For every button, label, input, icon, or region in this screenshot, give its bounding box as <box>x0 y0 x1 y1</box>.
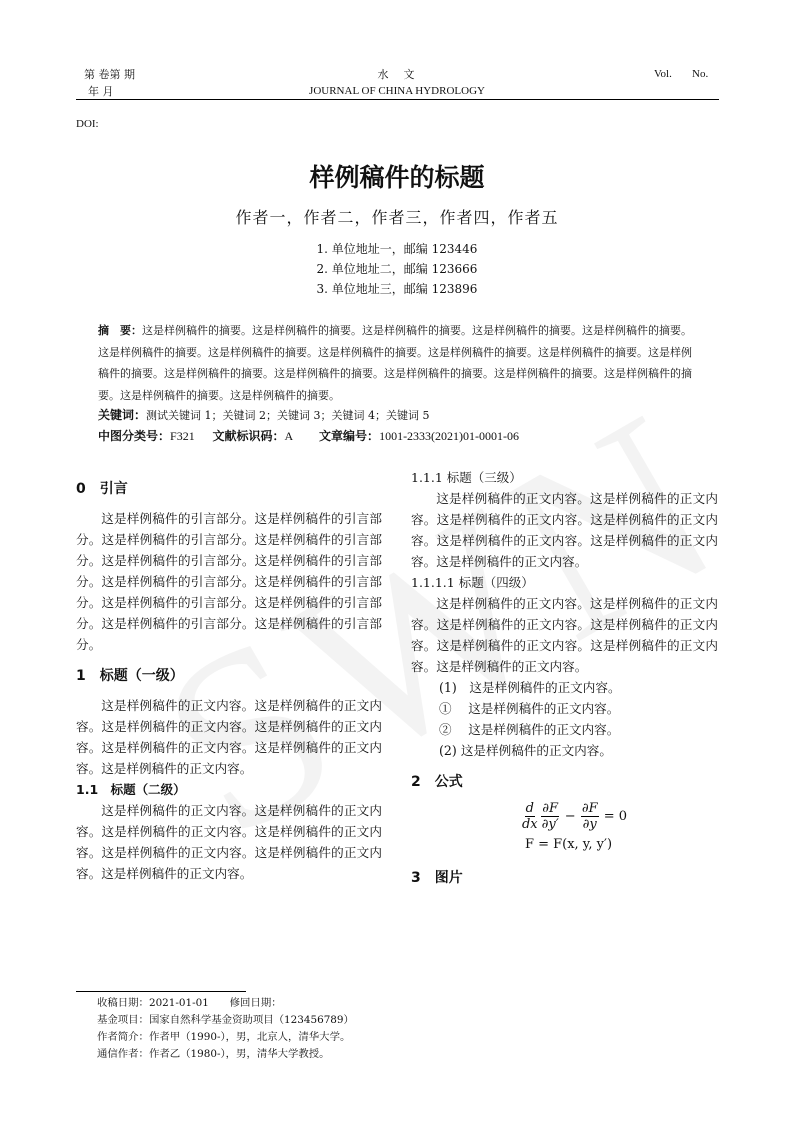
list-item: (2) 这是样例稿件的正文内容。 <box>439 743 612 758</box>
keywords <box>98 405 718 426</box>
classification-line <box>98 426 718 446</box>
keywords-text: 测试关键词 1；关键词 2；关键词 3；关键词 4；关键词 5 <box>146 409 430 422</box>
affiliation-1: 1. 单位地址一，邮编 123446 <box>316 242 478 256</box>
header-year-month: 年 月 <box>88 85 114 98</box>
section-1-1-1-text: 这是样例稿件的正文内容。这是样例稿件的正文内容。这是样例稿件的正文内容。这是样例稿件的正文内容。这是样例稿件的正文内容。这是样例稿件的正文内容。这是样例稿件的正文内容。 <box>411 491 718 569</box>
author-list: 作者一，作者二，作者三，作者四，作者五 <box>235 208 559 227</box>
clc-value: F321 <box>170 429 195 443</box>
section-0-text: 这是样例稿件的引言部分。这是样例稿件的引言部分。这是样例稿件的引言部分。这是样例稿件的引言部分。这是样例稿件的引言部分。这是样例稿件的引言部分。这是样例稿件的引言部分。这是样例稿件的引言部分。这是样例稿件的引言部分。这是样例稿件的引言部分。这是样例稿件的引言部分。这是样例稿件的引言部分。 <box>76 511 382 652</box>
doc-code-label: 文献标识码： <box>212 429 285 443</box>
header-rule <box>76 99 719 100</box>
list-item: ② 这是样例稿件的正文内容。 <box>439 722 620 737</box>
section-1-1-text: 这是样例稿件的正文内容。这是样例稿件的正文内容。这是样例稿件的正文内容。这是样例稿件的正文内容。这是样例稿件的正文内容。这是样例稿件的正文内容。这是样例稿件的正文内容。 <box>76 803 382 881</box>
footnote-author-bio: 作者简介：作者甲（1990-），男，北京人，清华大学。 <box>97 1031 351 1043</box>
eq-minus: − <box>564 809 576 824</box>
article-no-label: 文章编号： <box>319 429 380 443</box>
section-1-1-1-heading: 1.1.1 标题（三级） <box>411 470 522 485</box>
header-no: No. <box>692 68 709 80</box>
section-1-1-heading: 1.1 标题（二级） <box>76 782 186 797</box>
section-1-heading: 1 标题（一级） <box>76 668 184 684</box>
abstract <box>98 320 698 406</box>
keywords-label: 关键词： <box>98 408 147 422</box>
section-1-1-1-1-heading: 1.1.1.1 标题（四级） <box>411 575 534 590</box>
doi: DOI: <box>76 118 99 130</box>
eq-equals-zero: = 0 <box>603 809 628 824</box>
eq-frac-dF-dyp: $\frac{\partial F}{\partial y'}$ <box>541 801 559 832</box>
section-2-heading: 2 公式 <box>411 774 463 790</box>
footnote-rule <box>76 991 246 992</box>
section-1-text: 这是样例稿件的正文内容。这是样例稿件的正文内容。这是样例稿件的正文内容。这是样例稿件的正文内容。这是样例稿件的正文内容。这是样例稿件的正文内容。这是样例稿件的正文内容。 <box>76 698 382 776</box>
footnote-funding: 基金项目：国家自然科学基金资助项目（123456789） <box>97 1014 354 1026</box>
footnote-received-date: 收稿日期：2021-01-01 修回日期： <box>97 997 282 1009</box>
header-journal-en: JOURNAL OF CHINA HYDROLOGY <box>309 85 485 97</box>
eq-frac-dF-dy: $\frac{\partial F}{\partial y}$ <box>581 801 598 832</box>
section-1-1-1-1-text: 这是样例稿件的正文内容。这是样例稿件的正文内容。这是样例稿件的正文内容。这是样例稿件的正文内容。这是样例稿件的正文内容。这是样例稿件的正文内容。这是样例稿件的正文内容。 <box>411 596 718 674</box>
list-item: (1) 这是样例稿件的正文内容。 <box>439 680 621 695</box>
eq-frac-d-dx: $\frac{d}{dx}$ <box>521 801 538 832</box>
abstract-label: 摘 要： <box>98 324 142 337</box>
header-journal-cn: 水 文 <box>377 68 417 81</box>
doc-code-value: A <box>284 429 294 443</box>
section-3-heading: 3 图片 <box>411 870 463 886</box>
right-column <box>411 468 718 889</box>
header-vol: Vol. <box>654 68 672 80</box>
paper-title: 样例稿件的标题 <box>309 163 485 192</box>
footnotes <box>97 995 597 1063</box>
affiliation-2: 2. 单位地址二，邮编 123666 <box>316 262 478 276</box>
left-column <box>76 478 382 884</box>
clc-label: 中图分类号： <box>98 429 171 443</box>
list-item: ① 这是样例稿件的正文内容。 <box>439 701 620 716</box>
equation-2: F = F(x, y, y′) <box>524 837 613 852</box>
footnote-corresponding-author: 通信作者：作者乙（1980-），男，清华大学教授。 <box>97 1048 330 1060</box>
section-0-heading: 0 引言 <box>76 481 128 497</box>
affiliation-3: 3. 单位地址三，邮编 123896 <box>316 282 478 296</box>
abstract-text: 这是样例稿件的摘要。这是样例稿件的摘要。这是样例稿件的摘要。这是样例稿件的摘要。这是样例稿件的摘要。这是样例稿件的摘要。这是样例稿件的摘要。这是样例稿件的摘要。这是样例稿件的摘要。这是样例稿件的摘要。这是样例稿件的摘要。这是样例稿件的摘要。这是样例稿件的摘要。这是样例稿件的摘要。这是样例稿件的摘要。这是样例稿件的摘要。这是样例稿件的摘要。这是样例稿件的摘要。 <box>98 324 692 402</box>
article-no-value: 1001-2333(2021)01-0001-06 <box>379 429 520 443</box>
header-journal <box>0 66 794 100</box>
equation-1 <box>411 801 718 832</box>
header-volume-issue: 第 卷第 期 <box>84 68 135 81</box>
